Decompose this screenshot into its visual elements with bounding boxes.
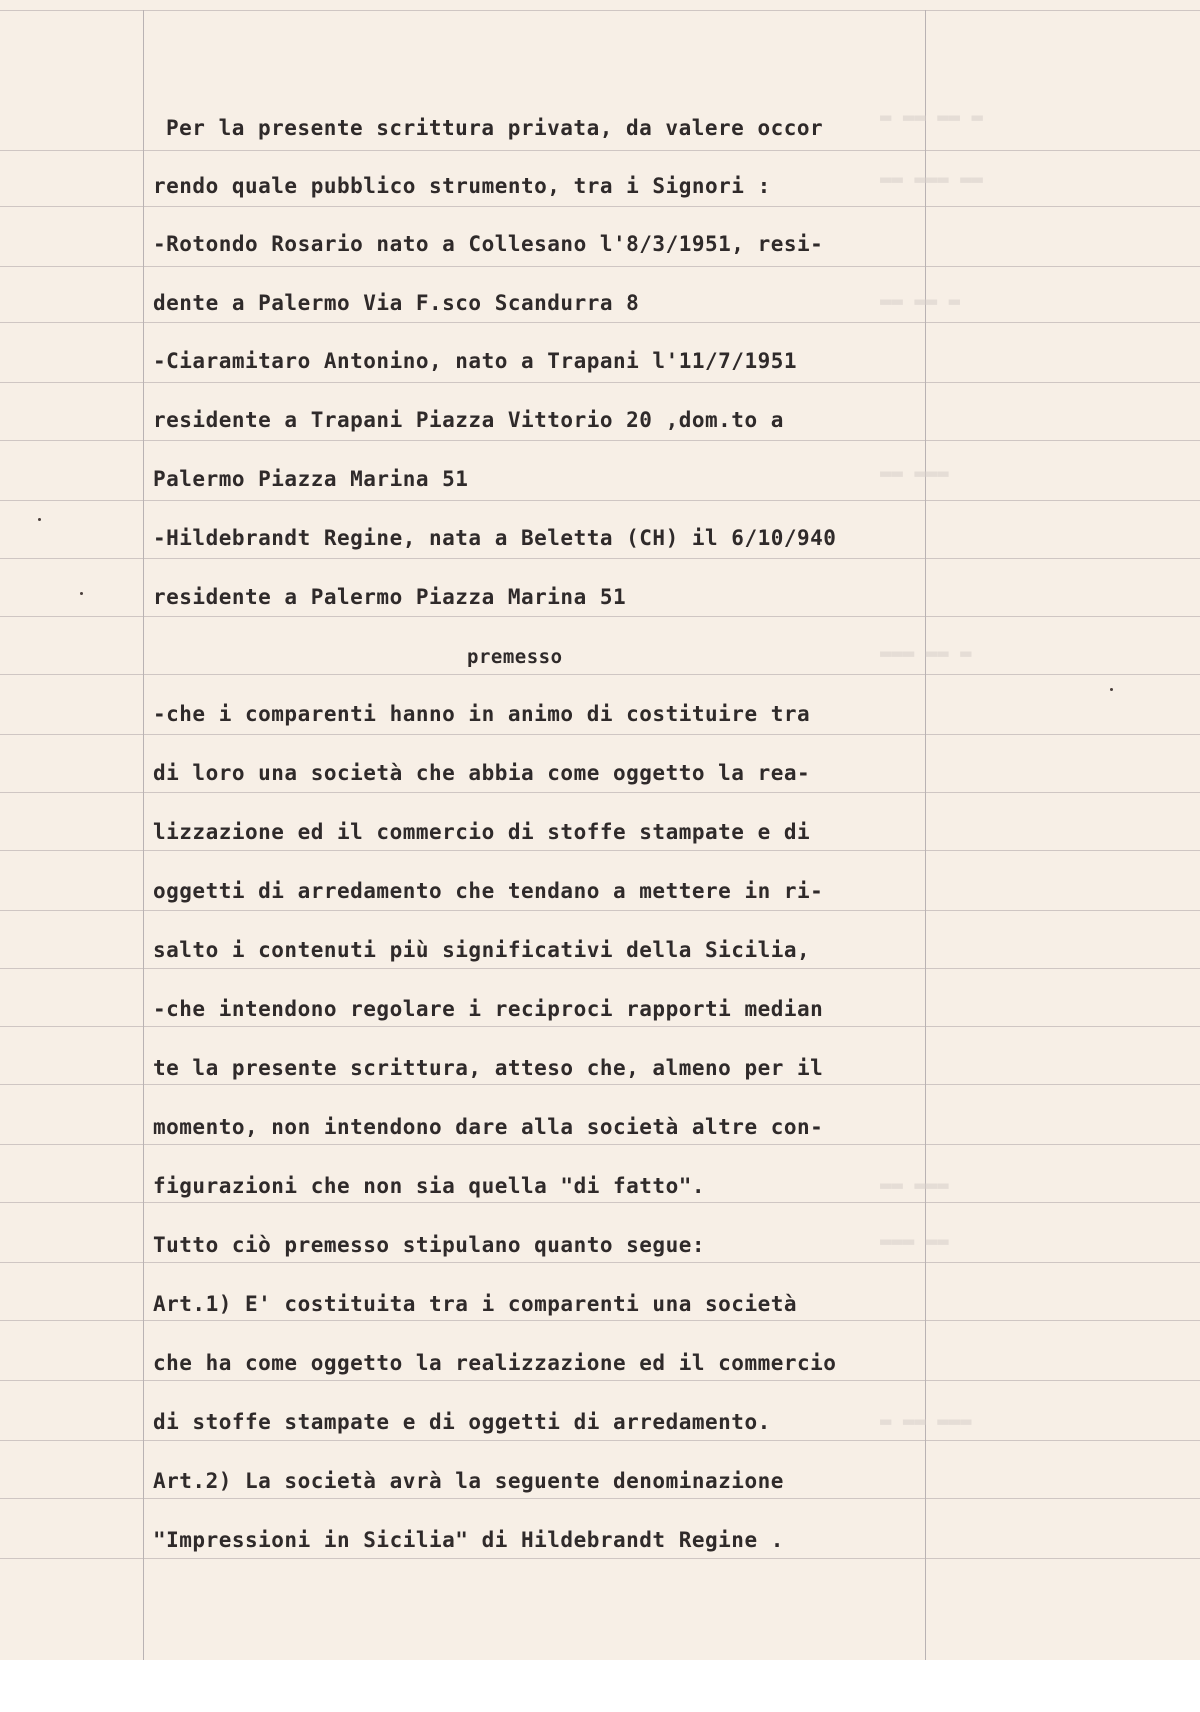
bleed-through-mark: ▬▬ ▬▬ ▬ [880,290,961,312]
text-line: di loro una società che abbia come oggetto la rea- [153,761,811,785]
text-line: -che i comparenti hanno in animo di costituire tra [153,702,811,726]
text-line: -Hildebrandt Regine, nata a Beletta (CH) il 6/10/940 [153,526,837,550]
text-line: dente a Palermo Via F.sco Scandurra 8 [153,291,640,315]
text-line: figurazioni che non sia quella "di fatto". [153,1174,706,1198]
bleed-through-mark: ▬▬▬ ▬▬ [880,1230,949,1252]
text-line: di stoffe stampate e di oggetti di arredamento. [153,1410,771,1434]
text-line: rendo quale pubblico strumento, tra i Signori : [153,174,771,198]
ruled-line [0,1144,1200,1145]
bleed-through-mark: ▬ ▬▬ ▬▬ ▬ [880,106,983,128]
text-line: che ha come oggetto la realizzazione ed il commercio [153,1351,837,1375]
ruled-line [0,10,1200,11]
ruled-line [0,792,1200,793]
text-line: Art.2) La società avrà la seguente denominazione [153,1469,784,1493]
section-heading: premesso [467,646,563,668]
ruled-line [0,1202,1200,1203]
text-line: oggetti di arredamento che tendano a mettere in ri- [153,879,824,903]
text-line: lizzazione ed il commercio di stoffe stampate e di [153,820,811,844]
text-line: Palermo Piazza Marina 51 [153,467,469,491]
ruled-line [0,322,1200,323]
text-line: -che intendono regolare i reciproci rapporti median [153,997,824,1021]
ruled-line [0,910,1200,911]
ruled-line [0,1084,1200,1085]
ruled-line [0,1498,1200,1499]
ruled-line [0,150,1200,151]
ruled-line [0,1380,1200,1381]
text-line: residente a Trapani Piazza Vittorio 20 ,dom.to a [153,408,784,432]
ruled-line [0,1026,1200,1027]
left-margin-line [143,10,144,1660]
ruled-line [0,674,1200,675]
ruled-line [0,1262,1200,1263]
ruled-line [0,968,1200,969]
ruled-line [0,440,1200,441]
ink-speck [1110,688,1113,691]
text-line: Per la presente scrittura privata, da valere occor [166,116,824,140]
ruled-line [0,558,1200,559]
bleed-through-mark: ▬ ▬▬ ▬▬▬ [880,1410,972,1432]
text-line: -Ciaramitaro Antonino, nato a Trapani l'11/7/1951 [153,349,798,373]
ruled-line [0,266,1200,267]
ruled-line [0,850,1200,851]
text-line: residente a Palermo Piazza Marina 51 [153,585,627,609]
text-line: Art.1) E' costituita tra i comparenti una società [153,1292,798,1316]
ink-speck [80,592,83,595]
text-line: momento, non intendono dare alla società altre con- [153,1115,824,1139]
text-line: te la presente scrittura, atteso che, almeno per il [153,1056,824,1080]
bleed-through-mark: ▬▬ ▬▬▬ [880,462,949,484]
ruled-line [0,1320,1200,1321]
ruled-line [0,382,1200,383]
text-line: Tutto ciò premesso stipulano quanto segue: [153,1233,706,1257]
bleed-through-mark: ▬▬ ▬▬▬ [880,1174,949,1196]
ruled-line [0,1440,1200,1441]
text-line: -Rotondo Rosario nato a Collesano l'8/3/1951, resi- [153,232,824,256]
ink-speck [38,518,41,521]
text-line: "Impressioni in Sicilia" di Hildebrandt Regine . [153,1528,784,1552]
text-line: salto i contenuti più significativi della Sicilia, [153,938,811,962]
ruled-line [0,206,1200,207]
bleed-through-mark: ▬▬ ▬▬▬ ▬▬ [880,168,983,190]
ruled-line [0,734,1200,735]
ruled-line [0,500,1200,501]
scan-bottom-margin [0,1660,1200,1712]
bleed-through-mark: ▬▬▬ ▬▬ ▬ [880,642,972,664]
ruled-line [0,616,1200,617]
ruled-line [0,1558,1200,1559]
